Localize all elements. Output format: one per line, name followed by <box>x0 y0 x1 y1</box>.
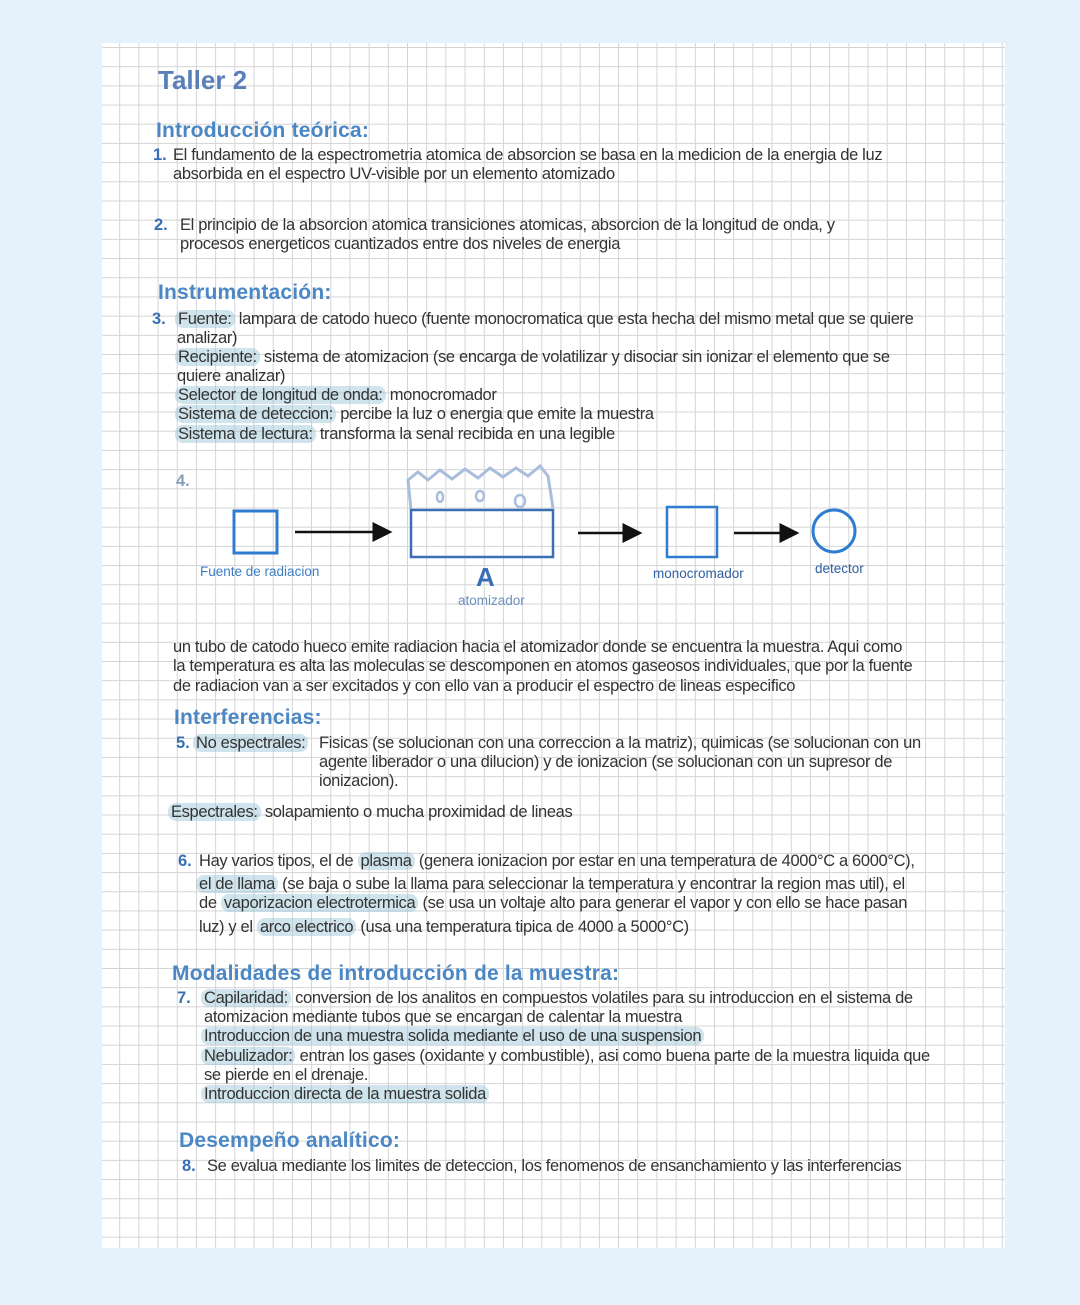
q6-number: 6. <box>178 852 192 870</box>
definition: percibe la luz o energia que emite la muestra <box>336 405 654 423</box>
bubble <box>515 495 525 507</box>
q7-number: 7. <box>177 989 191 1007</box>
aas-diagram <box>0 0 1080 640</box>
term: Introduccion directa de la muestra solida <box>201 1085 489 1103</box>
flame-outline <box>408 466 553 510</box>
text: de <box>199 894 221 912</box>
definition: monocromador <box>385 386 497 404</box>
heading-modalidades: Modalidades de introducción de la muestra: <box>172 962 620 985</box>
q6-line <box>199 917 689 937</box>
q3-number: 3. <box>152 310 166 328</box>
term: Recipiente: <box>175 348 260 366</box>
definition: sistema de atomizacion (se encarga de volatilizar y disociar sin ionizar el elemento que se <box>259 348 890 366</box>
q5-line: ionizacion). <box>319 772 399 790</box>
q7-line <box>201 988 913 1008</box>
term: No espectrales: <box>193 734 308 752</box>
q1-line: El fundamento de la espectrometria atomica de absorcion se basa en la medicion de la energia de luz <box>173 146 883 164</box>
atomizer-box <box>411 510 553 557</box>
heading-interferencias: Interferencias: <box>174 706 322 729</box>
term: Sistema de lectura: <box>175 425 316 443</box>
term: Selector de longitud de onda: <box>175 386 386 404</box>
term: vaporizacion electrotermica <box>221 894 418 912</box>
bubble <box>437 492 443 502</box>
definition: lampara de catodo hueco (fuente monocromatica que esta hecha del mismo metal que se quiere <box>234 310 914 328</box>
q4-line: de radiacion van a ser excitados y con ello van a producir el espectro de lineas especifico <box>173 677 796 695</box>
q8-line: Se evalua mediante los limites de deteccion, los fenomenos de ensanchamiento y las interferencias <box>207 1157 902 1175</box>
q3-item-cont: quiere analizar) <box>177 367 286 385</box>
term: Introduccion de una muestra solida mediante el uso de una suspension <box>201 1027 704 1045</box>
bubble <box>476 491 484 501</box>
q5-line: agente liberador o una dilucion) y de ionizacion (se solucionan con un supresor de <box>319 753 893 771</box>
text: Hay varios tipos, el de <box>199 852 358 870</box>
definition: transforma la senal recibida en una legible <box>315 425 615 443</box>
text: (genera ionizacion por estar en una temperatura de 4000°C a 6000°C), <box>414 852 915 870</box>
text: (se usa un voltaje alto para generar el vapor y con ello se hace pasan <box>418 894 908 912</box>
term: Nebulizador: <box>201 1047 295 1065</box>
term: Sistema de deteccion: <box>175 405 336 423</box>
text: luz) y el <box>199 918 257 936</box>
q4-line: un tubo de catodo hueco emite radiacion hacia el atomizador donde se encuentra la muestra. Aqui como <box>173 638 903 656</box>
q6-line <box>199 893 907 913</box>
term: el de llama <box>196 875 278 893</box>
q7-line: se pierde en el drenaje. <box>204 1066 369 1084</box>
q5-line: Fisicas (se solucionan con una correccion a la matriz), quimicas (se solucionan con un <box>319 734 921 752</box>
page-title: Taller 2 <box>158 65 248 95</box>
text: conversion de los analitos en compuestos volatiles para su introduccion en el sistema de <box>290 989 913 1007</box>
label-atomizer: atomizador <box>458 593 525 608</box>
atomizer-mark: A <box>476 562 495 592</box>
heading-intro: Introducción teórica: <box>156 119 370 142</box>
term: arco electrico <box>257 918 356 936</box>
q7-line <box>201 1046 930 1066</box>
term: Capilaridad: <box>201 989 291 1007</box>
q3-item-cont: analizar) <box>177 329 238 347</box>
q6-line <box>196 874 905 894</box>
definition: solapamiento o mucha proximidad de lineas <box>260 803 573 821</box>
text: entran los gases (oxidante y combustible), asi como buena parte de la muestra liquida que <box>295 1047 930 1065</box>
monochromator-box <box>667 507 717 557</box>
text: (se baja o sube la llama para seleccionar la temperatura y encontrar la region mas util), el <box>277 875 905 893</box>
q1-number: 1. <box>153 146 167 164</box>
term: Espectrales: <box>168 803 261 821</box>
label-source: Fuente de radiacion <box>200 564 320 579</box>
text: (usa una temperatura tipica de 4000 a 5000°C) <box>356 918 689 936</box>
q2-number: 2. <box>154 216 168 234</box>
detector-circle <box>813 510 855 552</box>
q6-line <box>199 851 915 871</box>
q7-line: atomizacion mediante tubos que se encargan de calentar la muestra <box>204 1008 683 1026</box>
label-monochromator: monocromador <box>653 566 744 581</box>
term: plasma <box>358 852 415 870</box>
source-box <box>234 511 277 553</box>
q1-line: absorbida en el espectro UV-visible por un elemento atomizado <box>173 165 615 183</box>
q5-number: 5. <box>176 734 190 752</box>
q4-number: 4. <box>176 472 190 490</box>
q5-spectral <box>168 802 572 822</box>
q4-line: la temperatura es alta las moleculas se descomponen en atomos gaseosos individuales, que por la fuente <box>173 657 913 675</box>
q2-line: El principio de la absorcion atomica transiciones atomicas, absorcion de la longitud de onda, y <box>180 216 835 234</box>
q2-line: procesos energeticos cuantizados entre dos niveles de energia <box>180 235 621 253</box>
term: Fuente: <box>175 310 235 328</box>
heading-desempeno: Desempeño analítico: <box>179 1129 401 1152</box>
q8-number: 8. <box>182 1157 196 1175</box>
heading-instrumentacion: Instrumentación: <box>158 281 332 304</box>
label-detector: detector <box>815 561 864 576</box>
